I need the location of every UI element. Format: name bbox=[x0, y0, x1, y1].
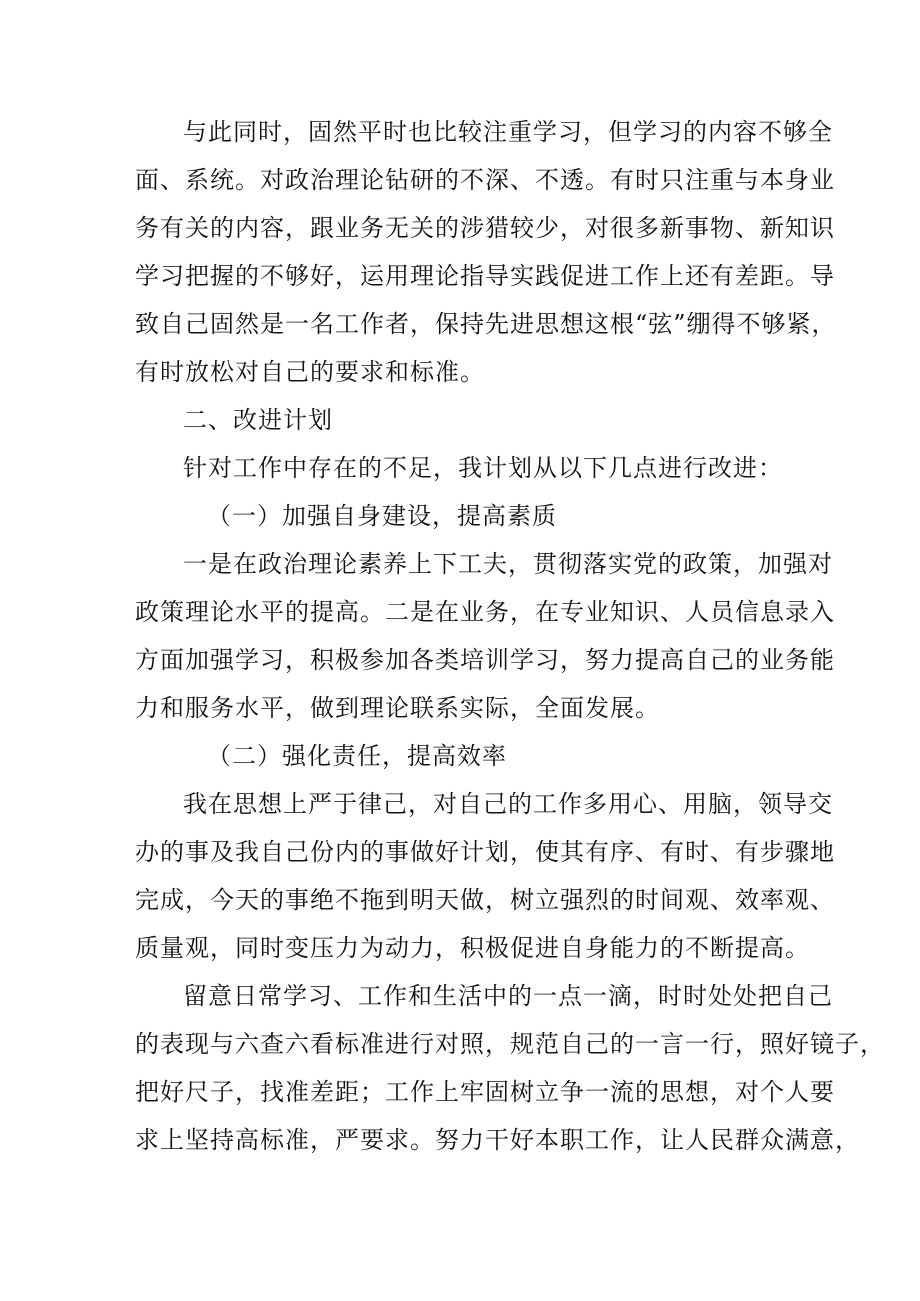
paragraph-1-line-1: 与此同时，固然平时也比较注重学习，但学习的内容不够全 bbox=[183, 118, 833, 146]
paragraph-1-line-6: 有时放松对自己的要求和标准。 bbox=[135, 358, 485, 386]
paragraph-1-line-2: 面、系统。对政治理论钻研的不深、不透。有时只注重与本身业 bbox=[135, 166, 835, 194]
paragraph-4-line-4: 质量观，同时变压力为动力，积极促进自身能力的不断提高。 bbox=[135, 934, 810, 962]
paragraph-4-line-3: 完成，今天的事绝不拖到明天做，树立强烈的时间观、效率观、 bbox=[135, 886, 835, 914]
section-heading-improvement-plan: 二、改进计划 bbox=[183, 406, 333, 434]
paragraph-4-line-2: 办的事及我自己份内的事做好计划，使其有序、有时、有步骤地 bbox=[135, 838, 835, 866]
paragraph-1-line-5: 致自己固然是一名工作者，保持先进思想这根“弦”绷得不够紧， bbox=[135, 310, 837, 338]
paragraph-3-line-1: 一是在政治理论素养上下工夫，贯彻落实党的政策，加强对 bbox=[183, 550, 833, 578]
paragraph-1-line-3: 务有关的内容，跟业务无关的涉猎较少，对很多新事物、新知识 bbox=[135, 214, 835, 242]
paragraph-5-line-2: 的表现与六查六看标准进行对照，规范自己的一言一行，照好镜子， bbox=[135, 1030, 885, 1058]
paragraph-2-line-1: 针对工作中存在的不足，我计划从以下几点进行改进： bbox=[183, 454, 783, 482]
paragraph-4-line-1: 我在思想上严于律己，对自己的工作多用心、用脑，领导交 bbox=[183, 790, 833, 818]
subheading-1: （一）加强自身建设，提高素质 bbox=[207, 502, 557, 530]
paragraph-3-line-2: 政策理论水平的提高。二是在业务，在专业知识、人员信息录入 bbox=[135, 598, 835, 626]
paragraph-1-line-4: 学习把握的不够好，运用理论指导实践促进工作上还有差距。导 bbox=[135, 262, 835, 290]
paragraph-5-line-3: 把好尺子，找准差距；工作上牢固树立争一流的思想，对个人要 bbox=[135, 1078, 835, 1106]
paragraph-5-line-1: 留意日常学习、工作和生活中的一点一滴，时时处处把自己 bbox=[183, 982, 833, 1010]
paragraph-3-line-3: 方面加强学习，积极参加各类培训学习，努力提高自己的业务能 bbox=[135, 646, 835, 674]
subheading-2: （二）强化责任，提高效率 bbox=[207, 742, 507, 770]
paragraph-5-line-4: 求上坚持高标准，严要求。努力干好本职工作，让人民群众满意， bbox=[135, 1126, 860, 1154]
paragraph-3-line-4: 力和服务水平，做到理论联系实际，全面发展。 bbox=[135, 694, 660, 722]
